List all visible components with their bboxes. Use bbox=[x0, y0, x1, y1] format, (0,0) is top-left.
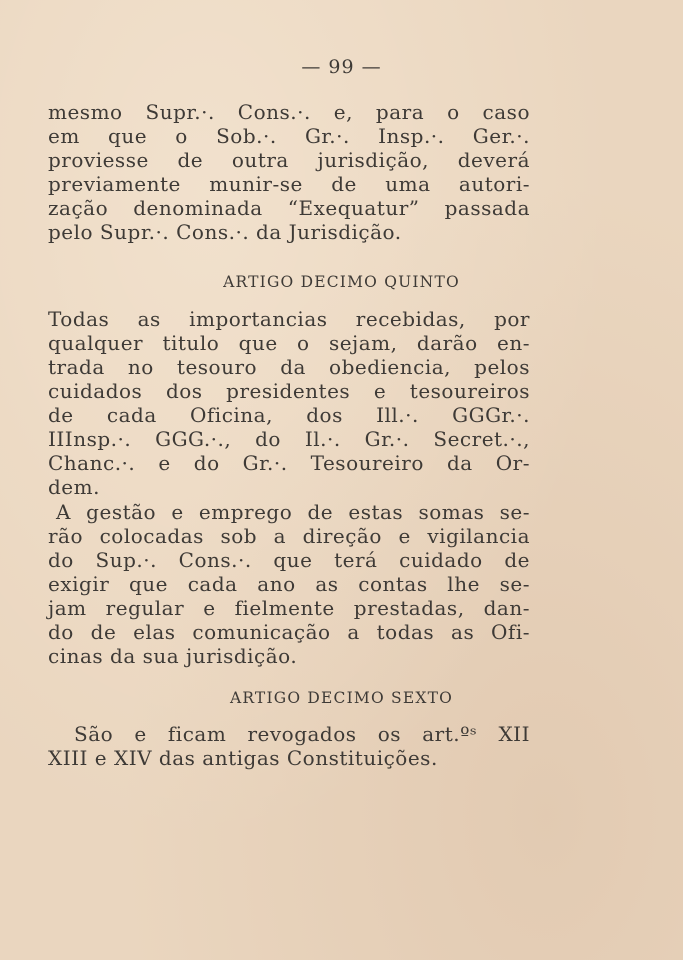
article-15-paragraph-2 bbox=[48, 500, 530, 668]
text-line: dem. bbox=[48, 475, 100, 499]
article-15-heading: ARTIGO DECIMO QUINTO bbox=[223, 273, 460, 291]
text-line: em que o Sob.·. Gr.·. Insp.·. Ger.·. bbox=[48, 124, 530, 148]
intro-paragraph bbox=[48, 100, 530, 244]
text-line: previamente munir-se de uma autori- bbox=[48, 172, 530, 196]
article-16-paragraph bbox=[48, 722, 530, 770]
text-line: proviesse de outra jurisdição, deverá bbox=[48, 148, 530, 172]
text-line: exigir que cada ano as contas lhe se- bbox=[48, 572, 530, 596]
text-line: do Sup.·. Cons.·. que terá cuidado de bbox=[48, 548, 530, 572]
text-line: rão colocadas sob a direção e vigilancia bbox=[48, 524, 530, 548]
text-line: cinas da sua jurisdição. bbox=[48, 644, 298, 668]
text-line: pelo Supr.·. Cons.·. da Jurisdição. bbox=[48, 220, 402, 244]
text-line: do de elas comunicação a todas as Ofi- bbox=[48, 620, 530, 644]
text-line: IIInsp.·. GGG.·., do Il.·. Gr.·. Secret.·., bbox=[48, 427, 530, 451]
text-line: jam regular e fielmente prestadas, dan- bbox=[48, 596, 530, 620]
text-line: Chanc.·. e do Gr.·. Tesoureiro da Or- bbox=[48, 451, 530, 475]
article-16-heading: ARTIGO DECIMO SEXTO bbox=[229, 689, 454, 707]
text-line: zação denominada “Exequatur” passada bbox=[48, 196, 530, 220]
text-line: de cada Oficina, dos Ill.·. GGGr.·. bbox=[48, 403, 530, 427]
text-line: A gestão e emprego de estas somas se- bbox=[56, 500, 530, 524]
text-line: XIII e XIV das antigas Constituições. bbox=[48, 746, 438, 770]
text-line: São e ficam revogados os art.ºˢ XII bbox=[74, 722, 530, 746]
text-line: Todas as importancias recebidas, por bbox=[48, 307, 530, 331]
article-15-paragraph-1 bbox=[48, 307, 530, 499]
text-line: qualquer titulo que o sejam, darão en- bbox=[48, 331, 530, 355]
text-line: trada no tesouro da obediencia, pelos bbox=[48, 355, 530, 379]
text-line: mesmo Supr.·. Cons.·. e, para o caso bbox=[48, 100, 530, 124]
text-line: cuidados dos presidentes e tesoureiros bbox=[48, 379, 530, 403]
page-number: — 99 — bbox=[301, 56, 382, 78]
